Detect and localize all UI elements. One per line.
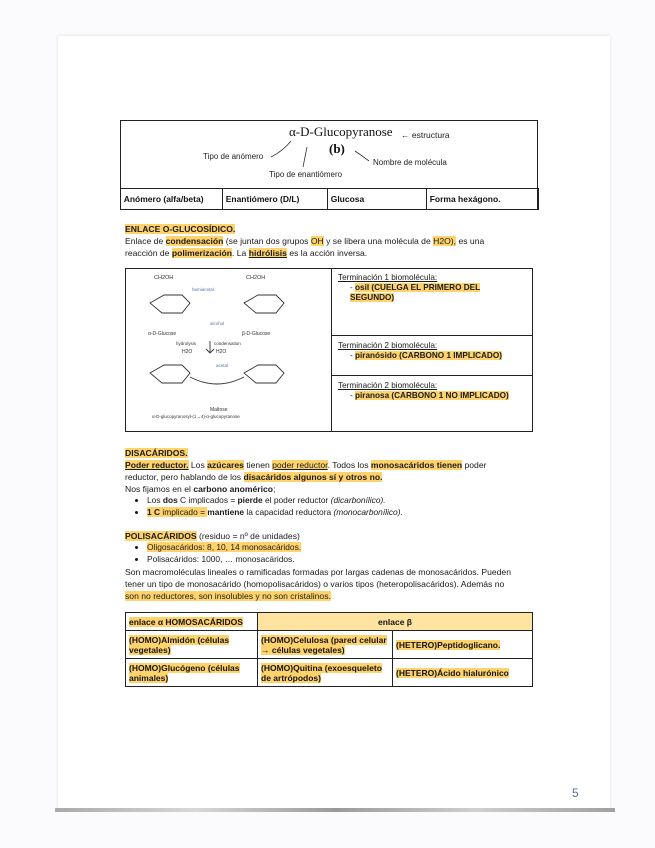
diagram-water-left: H2O (182, 349, 193, 355)
polisac-paragraph (125, 566, 545, 602)
divider-h1 (331, 335, 532, 336)
scan-edge (55, 808, 615, 812)
term-1: Terminación 1 biomolécula: - osil (CUELGA EL PRIMERO DEL SEGUNDO) (338, 273, 481, 302)
cell-glucogeno: (HOMO)Glucógeno (células animales) (126, 659, 258, 687)
maltose-diagram (132, 273, 324, 427)
disac-bullets (125, 494, 403, 518)
glycosidic-line2: reacción de polimerización. La hidrólisis es la acción inversa. (125, 248, 368, 258)
diagram-hydrolysis: hydrolysis (176, 341, 197, 346)
naming-box (120, 120, 538, 210)
head-beta: enlace β (258, 613, 533, 631)
naming-arrows (121, 121, 537, 189)
term-3: Terminación 2 biomolécula: - piranosa (CARBONO 1 NO IMPLICADO) (338, 381, 509, 400)
diagram-ch2oh-left: CH2OH (154, 275, 174, 281)
formula-arrow-note: ← estructura (401, 130, 450, 140)
diagram-alpha-label: α-D-Glucose (148, 331, 177, 337)
diagram-beta-label: β-D-Glucose (242, 331, 271, 337)
diagram-water-right: H2O (216, 349, 227, 355)
diagram-ch2oh-right: CH2OH (246, 275, 266, 281)
cell-hexagon: Forma hexágono. (426, 189, 538, 210)
polisac-line-1: Son macromoléculas lineales o ramificadas formadas por largas cadenas de monosacáridos. Pueden (125, 567, 511, 577)
head-alpha: enlace α HOMOSACÁRIDOS (126, 613, 258, 631)
naming-row-table (120, 188, 539, 210)
polisac-heading: POLISACÁRIDOS (residuo = nº de unidades) (125, 531, 300, 541)
label-anomer-type: Tipo de anómero (203, 152, 264, 161)
polysaccharide-table (125, 612, 533, 687)
polisac-bullet-2: • Polisacáridos: 1000, … monosacáridos. (147, 553, 301, 565)
page-number: 5 (572, 786, 579, 800)
cell-acido-hialuronico: (HETERO)Ácido hialurónico (393, 659, 533, 687)
glycosidic-box (125, 268, 533, 432)
diagram-hemiacetal: hemiacetal (192, 287, 214, 292)
term-2: Terminación 2 biomolécula: - piranósido (CARBONO 1 IMPLICADO) (338, 341, 502, 360)
diagram-maltose-full: α-D-glucopyranosyl-(1→4)-α-glucopyranose (152, 414, 240, 419)
diagram-condensation: condensation (214, 341, 241, 346)
label-enantiomer-type: Tipo de enantiómero (269, 170, 343, 179)
disac-heading: DISACÁRIDOS. (125, 448, 188, 458)
disac-line2: reductor, pero hablando de los disacáridos algunos sí y otros no. (125, 472, 383, 482)
cell-quitina: (HOMO)Quitina (exoesqueleto de artrópodos) (258, 659, 393, 687)
diagram-maltose: Maltose (210, 407, 228, 413)
label-molecule-name: Nombre de molécula (373, 158, 447, 167)
formula: α-D-Glucopyranose (289, 124, 393, 139)
polisac-bullets (125, 541, 301, 565)
disac-line3: Nos fijamos en el carbono anomérico; (125, 484, 276, 494)
disac-line1: Poder reductor. Los azúcares tienen poder reductor. Todos los monosacáridos tienen poder (125, 460, 487, 470)
cell-anomer: Anómero (alfa/beta) (120, 189, 222, 210)
cell-enantiomer: Enantiómero (D/L) (222, 189, 327, 210)
formula-letter: (b) (329, 141, 345, 156)
glycosidic-heading: ENLACE O-GLUCOSÍDICO. (125, 224, 236, 234)
glycosidic-line1: Enlace de condensación (se juntan dos grupos OH y se libera una molécula de H2O), es una (125, 236, 485, 246)
disac-bullet-2: • 1 C implicado = mantiene la capacidad reductora (monocarbonílico). (147, 506, 403, 518)
cell-peptidoglicano: (HETERO)Peptidoglicano. (393, 631, 533, 659)
cell-glucosa: Glucosa (327, 189, 426, 210)
polisac-line-2: tener un tipo de monosacárido (homopolisacáridos) o varios tipos (heteropolisacáridos). Además no (125, 579, 505, 589)
cell-celulosa: (HOMO)Celulosa (pared celular → células vegetales) (258, 631, 393, 659)
disac-bullet-1: • Los dos C implicados = pierde el poder reductor (dicarbonílico). (147, 494, 403, 506)
polisac-bullet-1: • Oligosacáridos: 8, 10, 14 monosacáridos. (147, 541, 301, 553)
diagram-acetal: acetal (216, 363, 229, 368)
divider-vertical (331, 269, 332, 431)
diagram-alcohol: alcohol (210, 321, 225, 326)
cell-almidon: (HOMO)Almidón (células vegetales) (126, 631, 258, 659)
polisac-line-3: son no reductores, son insolubles y no son cristalinos. (125, 591, 331, 601)
divider-h2 (331, 375, 532, 376)
